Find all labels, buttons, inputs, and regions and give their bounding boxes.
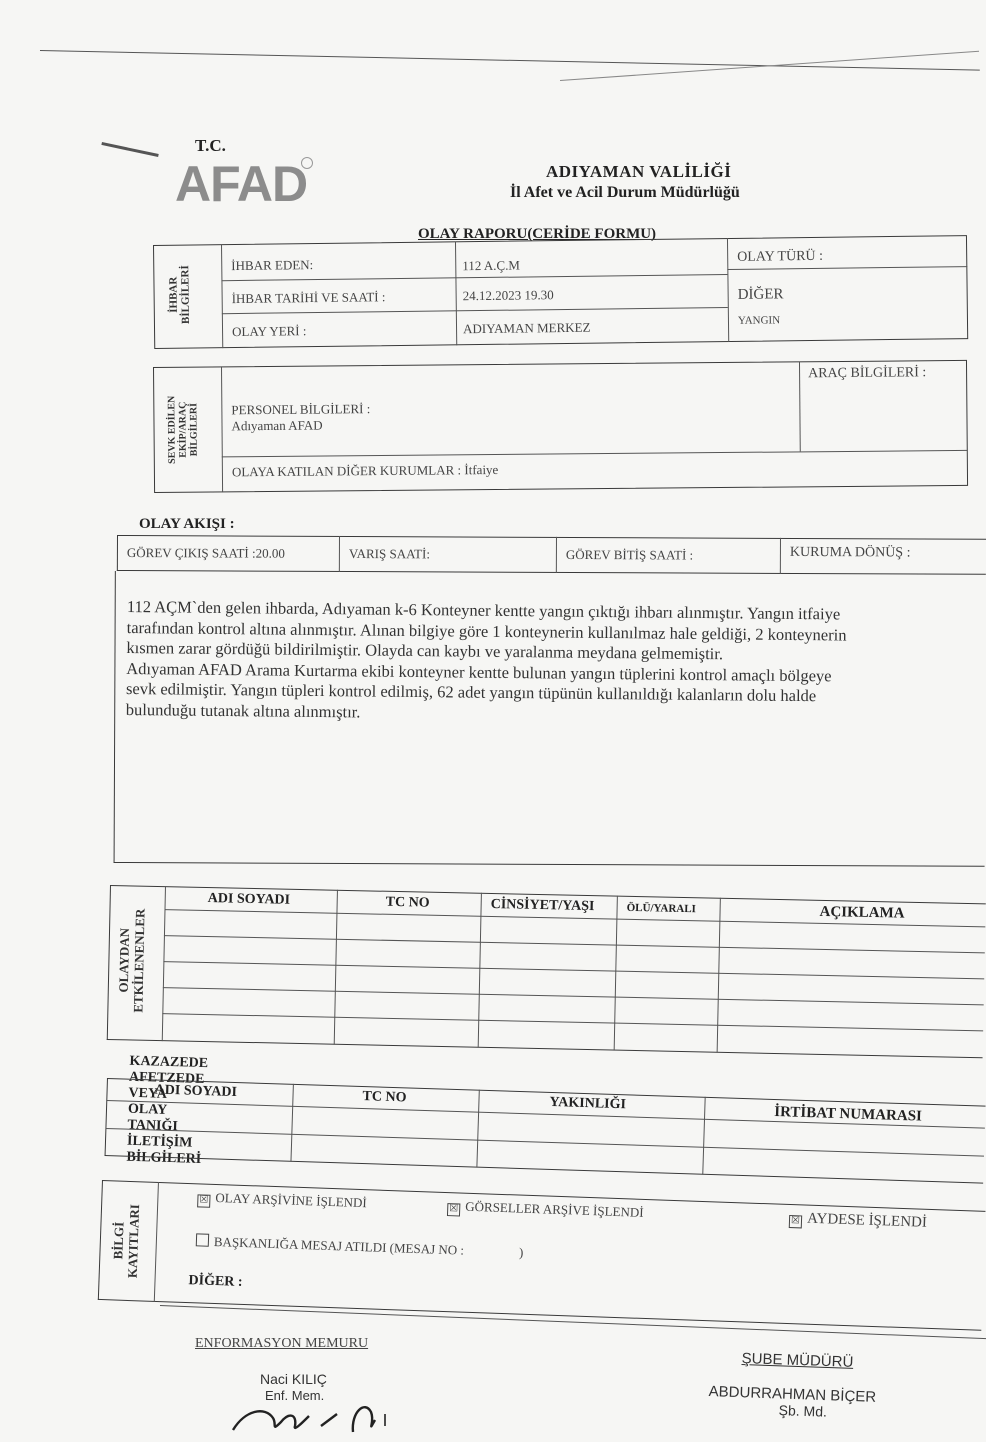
- vehicle-label: ARAÇ BİLGİLERİ :: [808, 365, 927, 382]
- visuals-checkbox[interactable]: ☒ GÖRSELLER ARŞİVE İŞLENDİ: [447, 1198, 644, 1223]
- afad-logo: AFAD: [175, 156, 308, 212]
- fold-line: [560, 51, 979, 81]
- departure-time: GÖREV ÇIKIŞ SAATİ :20.00: [126, 545, 285, 561]
- other-institutions-label: OLAYA KATILAN DİĞER KURUMLAR : İtfaiye: [231, 461, 499, 480]
- message-checkbox[interactable]: BAŞKANLIĞA MESAJ ATILDI (MESAJ NO : ): [196, 1233, 524, 1260]
- affected-col-description: AÇIKLAMA: [819, 903, 905, 922]
- checked-box-icon: ☒: [197, 1194, 210, 1207]
- info-officer-name: Naci KILIÇ: [260, 1371, 327, 1387]
- personnel-label: PERSONEL BİLGİLERİ :: [231, 401, 371, 418]
- signature-mark: [225, 1392, 395, 1440]
- branch-manager-title: ŞUBE MÜDÜRÜ: [741, 1350, 854, 1371]
- other-institutions-value: İtfaiye: [464, 461, 499, 478]
- tc-label: T.C.: [195, 136, 226, 155]
- info-officer-role: Enf. Mem.: [265, 1388, 325, 1403]
- narrative-text: 112 AÇM`den gelen ihbarda, Adıyaman k-6 Konteyner kentte yangın çıktığı ihbarı alınmıştır. Yangın itfaiye tarafından kontrol altına alınmıştır. Alınan bilgiye göre 1 konteynerin kullanılmaz hale geldiği, 2 konteynerin kısmen zarar gördüğü bildirilmiştir. Olayda can kaybı ve yaralanma meydana gelmemiştir. Adıyaman AFAD Arama Kurtarma ekibi konteyner kentte bulunan yangın tüplerini kontrol amaçlı bölgeye sevk edilmiştir. Yangın tüpleri kontrol edilmiş, 62 adet yangın tüpünün kullanıldığı kalanların dolu halde bulunduğu tutanak altına alınmıştır.: [125, 597, 847, 721]
- personnel-value: Adıyaman AFAD: [231, 417, 323, 434]
- branch-manager-name: ABDURRAHMAN BİÇER: [708, 1383, 877, 1406]
- location-value: ADIYAMAN MERKEZ: [462, 319, 591, 337]
- info-officer-title: ENFORMASYON MEMURU: [195, 1336, 369, 1351]
- return-label: KURUMA DÖNÜŞ :: [789, 544, 911, 561]
- records-section-label: BİLGİ KAYITLARI: [110, 1203, 143, 1279]
- affected-col-gender-age: CİNSİYET/YAŞI: [490, 896, 595, 915]
- event-type-value: DİĞER: [737, 286, 784, 303]
- contacts-col-relation: YAKINLIĞI: [549, 1094, 627, 1113]
- contacts-col-tc: TC NO: [362, 1089, 407, 1106]
- datetime-value: 24.12.2023 19.30: [462, 287, 554, 304]
- checked-box-icon: ☒: [447, 1203, 460, 1216]
- ihbar-section-label: İHBAR BİLGİLERİ: [167, 265, 192, 325]
- divider: [556, 537, 557, 573]
- branch-manager-role: Şb. Md.: [778, 1402, 828, 1420]
- reporter-label: İHBAR EDEN:: [231, 257, 314, 274]
- event-type-sub: YANGIN: [737, 314, 781, 327]
- directorate-title: İl Afet ve Acil Durum Müdürlüğü: [510, 184, 740, 201]
- location-label: OLAY YERİ :: [231, 323, 307, 340]
- affected-col-tc: TC NO: [385, 894, 430, 911]
- contacts-col-name: ADI SOYADI: [154, 1082, 238, 1101]
- flow-title: OLAY AKIŞI :: [139, 516, 235, 532]
- datetime-label: İHBAR TARİHİ VE SAATİ :: [231, 289, 386, 307]
- divider: [339, 536, 340, 572]
- end-time-label: GÖREV BİTİŞ SAATİ :: [565, 546, 694, 563]
- unchecked-box-icon: [196, 1233, 209, 1246]
- divider: [780, 538, 781, 574]
- form-title: OLAY RAPORU(CERİDE FORMU): [418, 226, 657, 242]
- affected-col-status: ÖLÜ/YARALI: [626, 901, 697, 916]
- other-label: DİĞER :: [188, 1273, 243, 1290]
- reporter-value: 112 A.Ç.M: [462, 257, 521, 274]
- checked-box-icon: ☒: [789, 1215, 802, 1228]
- arrival-time-label: VARIŞ SAATİ:: [348, 546, 430, 562]
- registered-icon: [301, 157, 313, 169]
- event-type-label: OLAY TÜRÜ :: [737, 248, 824, 265]
- aydes-checkbox[interactable]: ☒ AYDESE İŞLENDİ: [789, 1210, 927, 1233]
- contacts-col-phone: İRTİBAT NUMARASI: [774, 1103, 923, 1125]
- governorship-title: ADIYAMAN VALİLİĞİ: [546, 162, 732, 181]
- contacts-title: KAZAZEDE AFETZEDE VEYA OLAY TANIĞI İLETİŞİM BİLGİLERİ: [126, 1053, 209, 1167]
- affected-col-name: ADI SOYADI: [207, 891, 291, 908]
- sevk-section-label: SEVK EDİLEN EKİP/ARAÇ BİLGİLERİ: [166, 395, 200, 464]
- pen-mark: [101, 142, 158, 157]
- affected-section-label: OLAYDAN ETKİLENENLER: [115, 908, 148, 1013]
- archive-checkbox[interactable]: ☒ OLAY ARŞİVİNE İŞLENDİ: [197, 1189, 367, 1213]
